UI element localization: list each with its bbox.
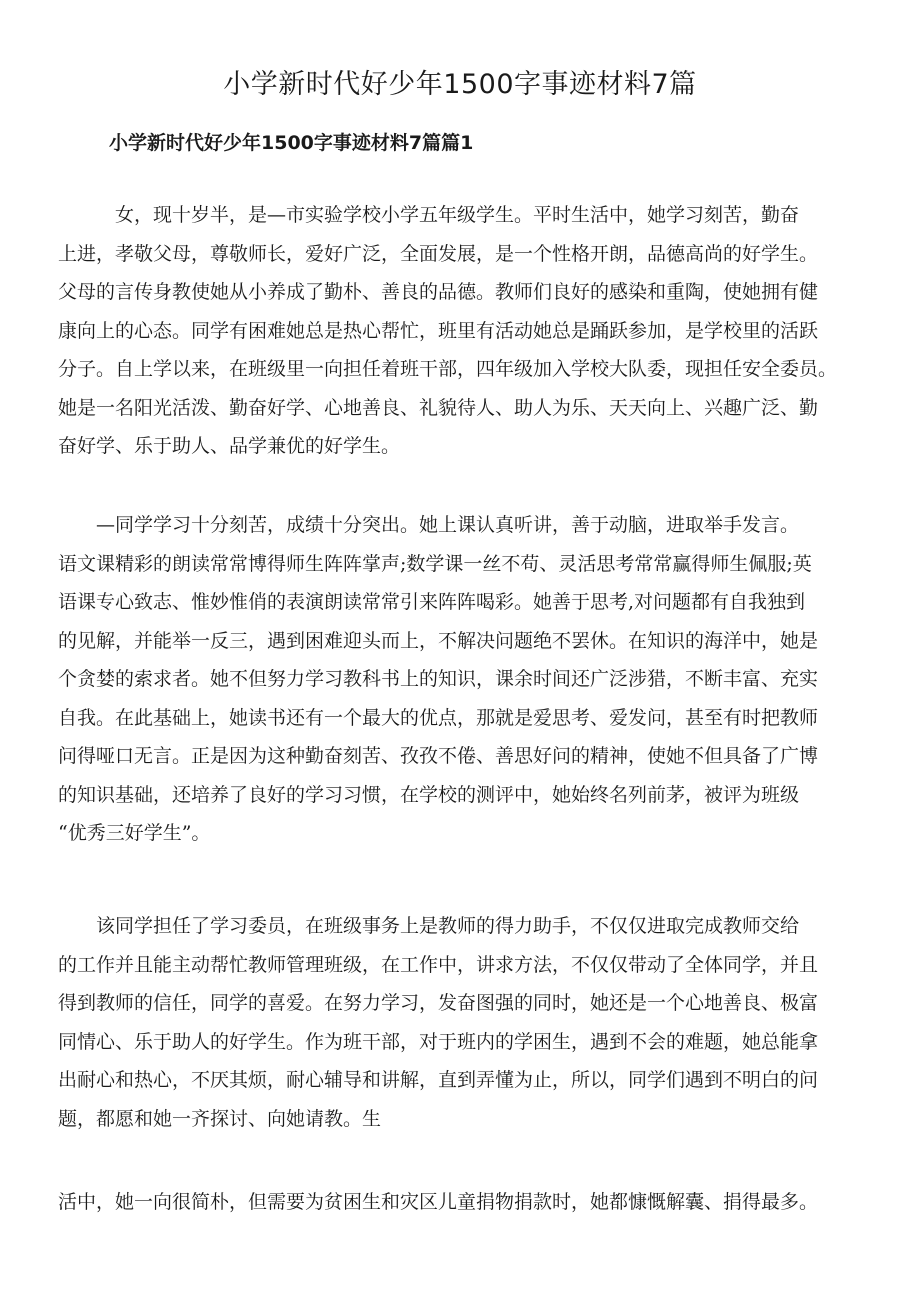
paragraph-4 [58, 1183, 818, 1221]
paragraph-line: 出耐心和热心，不厌其烦，耐心辅导和讲解，直到弄懂为止，所以，同学们遇到不明白的问 [58, 1069, 819, 1091]
section-heading: 小学新时代好少年1500字事迹材料7篇篇1 [109, 132, 474, 154]
paragraph-line: 该同学担任了学习委员，在班级事务上是教师的得力助手，不仅仅进取完成教师交给 [58, 915, 800, 937]
paragraph-line: 她是一名阳光活泼、勤奋好学、心地善良、礼貌待人、助人为乐、天天向上、兴趣广泛、勤 [58, 396, 819, 419]
paragraph-line: 语文课精彩的朗读常常博得师生阵阵掌声;数学课一丝不苟、灵活思考常常赢得师生佩服;英 [58, 552, 812, 575]
paragraph-line: 上进，孝敬父母，尊敬师长，爱好广泛，全面发展，是一个性格开朗，品德高尚的好学生。 [58, 242, 819, 265]
paragraph-line: 个贪婪的索求者。她不但努力学习教科书上的知识，课余时间还广泛涉猎，不断丰富、充实 [58, 668, 819, 690]
paragraph-line: 语课专心致志、惟妙惟俏的表演朗读常常引来阵阵喝彩。她善于思考,对问题都有自我独到 [58, 591, 806, 613]
paragraph-line: 父母的言传身教使她从小养成了勤朴、善良的品德。教师们良好的感染和重陶，使她拥有健 [58, 281, 819, 303]
paragraph-2 [58, 506, 818, 853]
paragraph-line: 活中，她一向很简朴，但需要为贫困生和灾区儿童捐物捐款时，她都慷慨解囊、捐得最多。 [58, 1191, 819, 1213]
paragraph-3 [58, 907, 818, 1138]
paragraph-line: 分子。自上学以来，在班级里一向担任着班干部，四年级加入学校大队委，现担任安全委员。 [58, 358, 838, 380]
paragraph-line: 的见解，并能举一反三，遇到困难迎头而上，不解决问题绝不罢休。在知识的海洋中，她是 [58, 629, 819, 652]
paragraph-line: 自我。在此基础上，她读书还有一个最大的优点，那就是爱思考、爱发问，甚至有时把教师 [58, 706, 819, 729]
paragraph-line: 女，现十岁半，是—市实验学校小学五年级学生。平时生活中，她学习刻苦，勤奋 [58, 204, 800, 226]
paragraph-line: 同情心、乐于助人的好学生。作为班干部，对于班内的学困生，遇到不会的难题，她总能拿 [58, 1030, 819, 1053]
paragraph-1 [58, 196, 837, 466]
paragraph-line: 康向上的心态。同学有困难她总是热心帮忙，班里有活动她总是踊跃参加，是学校里的活跃 [58, 319, 819, 342]
paragraph-line: 的知识基础，还培养了良好的学习习惯，在学校的测评中，她始终名列前茅，被评为班级 [58, 783, 800, 806]
paragraph-line: 奋好学、乐于助人、品学兼优的好学生。 [58, 435, 401, 457]
paragraph-line: 问得哑口无言。正是因为这种勤奋刻苦、孜孜不倦、善思好问的精神，使她不但具备了广博 [58, 745, 819, 767]
paragraph-line: —同学学习十分刻苦，成绩十分突出。她上课认真听讲，善于动脑，进取举手发言。 [58, 514, 800, 536]
paragraph-line: “优秀三好学生”。 [58, 822, 211, 844]
paragraph-line: 得到教师的信任，同学的喜爱。在努力学习，发奋图强的同时，她还是一个心地善良、极富 [58, 992, 819, 1014]
paragraph-line: 题，都愿和她一齐探讨、向她请教。生 [58, 1107, 382, 1130]
document-title: 小学新时代好少年1500字事迹材料7篇 [223, 69, 697, 100]
paragraph-line: 的工作并且能主动帮忙教师管理班级，在工作中，讲求方法，不仅仅带动了全体同学，并且 [58, 953, 819, 976]
